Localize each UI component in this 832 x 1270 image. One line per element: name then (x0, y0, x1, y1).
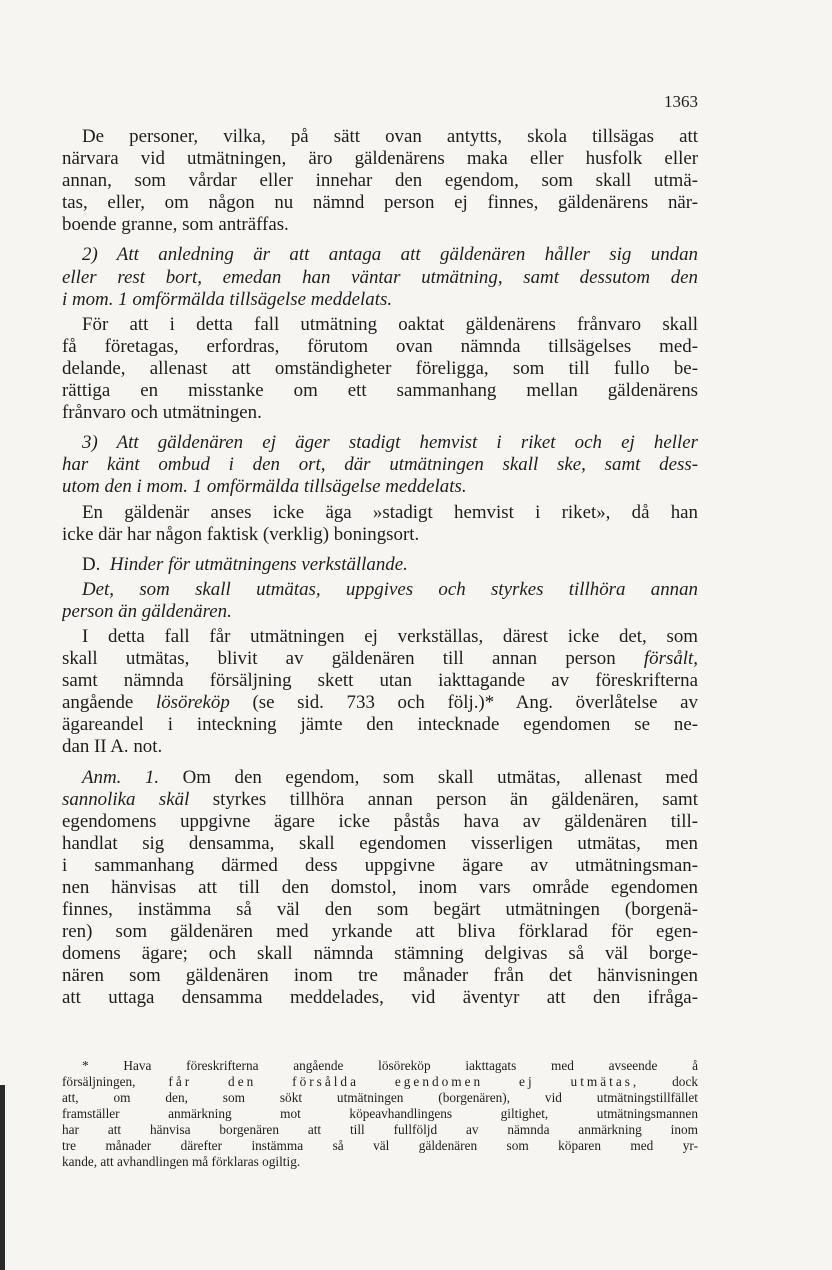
text-line: handlat sig densamma, skall egendomen visserligen utmätas, men (62, 832, 698, 854)
text-line: För att i detta fall utmätning oaktat gäldenärens frånvaro skall (82, 313, 698, 335)
point-2-heading (62, 244, 698, 310)
footnote-line: att, om den, som sökt utmätningen (borgenären), vid utmätningstillfället (62, 1090, 698, 1105)
text-line: nen hänvisas att till den domstol, inom vars område egendomen (62, 877, 698, 898)
text-line: 2) Att anledning är att antaga att gäldenären håller sig undan (82, 244, 698, 266)
point-2-body (62, 314, 698, 424)
footnote-line: framställer anmärkning mot köpeavhandlingens giltighet, utmätningsmannen (62, 1106, 698, 1121)
emphasis-spaced: får den försålda egendomen ej utmätas, (168, 1074, 640, 1089)
text-line: icke där har någon faktisk (verklig) boningsort. (62, 523, 420, 545)
text-line: tas, eller, om någon nu nämnd person ej finnes, gäldenärens när- (62, 192, 698, 214)
point-3-heading (62, 432, 698, 498)
page-number: 1363 (664, 92, 698, 111)
remark-label: Anm. 1. (82, 766, 160, 788)
text-line (62, 767, 698, 789)
emphasis-term: sannolika skäl (62, 788, 190, 810)
text-segment: styrkes tillhöra annan person än gäldenären, samt (212, 788, 698, 810)
text-line: frånvaro och utmätningen. (62, 402, 262, 424)
text-segment: försäljningen, (62, 1074, 136, 1089)
text-line: rättiga en misstanke om ett sammanhang mellan gäldenärens (62, 380, 698, 402)
text-line: utom den i mom. 1 omförmälda tillsägelse meddelats. (62, 476, 467, 498)
section-d-title: Hinder för utmätningens verkställande. (109, 553, 408, 575)
footnote-line: kande, att avhandlingen må förklaras ogiltig. (62, 1154, 301, 1169)
point-3-body (62, 502, 698, 546)
text-line: nären som gäldenären inom tre månader från det hänvisningen (62, 965, 698, 987)
text-line: finnes, instämma så väl den som begärt utmätningen (borgenä- (62, 899, 698, 921)
text-line: i mom. 1 omförmälda tillsägelse meddelats. (62, 288, 393, 310)
text-line: En gäldenär anses icke äga »stadigt hemvist i riket», då han (82, 501, 698, 523)
text-line (62, 648, 698, 670)
text-line: ägareandel i inteckning jämte den intecknade egendomen se ne- (62, 714, 698, 736)
text-segment: skall utmätas, blivit av gäldenären till annan person (62, 648, 616, 670)
text-line: boende granne, som anträffas. (62, 214, 289, 236)
text-line: domens ägare; och skall nämnda stämning delgivas så väl borge- (62, 943, 698, 965)
emphasis-term: lösöreköp (155, 692, 230, 714)
text-line: person än gäldenären. (62, 600, 232, 622)
text-line: annan, som vårdar eller innehar den egendom, som skall utmä- (62, 170, 698, 192)
footnote-line: * Hava föreskrifterna angående lösöreköp iakttagats med avseende å (82, 1058, 698, 1073)
emphasis-sold: försålt, (643, 648, 698, 670)
text-segment: dock (672, 1074, 698, 1089)
footnote (62, 1058, 698, 1170)
text-line: delande, allenast att omständigheter föreligga, som till fullo be- (62, 357, 698, 379)
text-line (62, 554, 698, 576)
main-text (62, 126, 698, 1010)
text-segment: Om den egendom, som skall utmätas, allenast med (182, 766, 698, 788)
scan-edge-mark (0, 1085, 5, 1270)
section-d-label: D. (82, 553, 101, 575)
paragraph-persons-present (62, 126, 698, 236)
footnote-line: har att hänvisa borgenären att till fullföljd av nämnda anmärkning inom (62, 1122, 698, 1137)
text-line: Det, som skall utmätas, uppgives och styrkes tillhöra annan (82, 578, 698, 600)
footnote-line (62, 1074, 698, 1090)
text-line: närvara vid utmätningen, äro gäldenärens maka eller husfolk eller (62, 148, 698, 170)
section-d-heading (62, 554, 698, 576)
text-line: få företagas, erfordras, förutom ovan nämnda tillsägelses med- (62, 335, 698, 357)
text-line (62, 692, 698, 714)
text-line: har känt ombud i den ort, där utmätningen skall ske, samt dess- (62, 454, 698, 476)
text-segment: (se sid. 733 och följ.)* Ang. överlåtelse av (252, 692, 698, 714)
section-d-subheading (62, 579, 698, 623)
text-line: att uttaga densamma meddelades, vid äventyr att den ifråga- (62, 987, 698, 1009)
text-line: i sammanhang därmed dess uppgivne ägare av utmätningsman- (62, 854, 698, 876)
remark-1 (62, 767, 698, 1010)
text-line: I detta fall får utmätningen ej verkställas, därest icke det, som (82, 625, 698, 647)
section-d-body (62, 626, 698, 759)
text-line: 3) Att gäldenären ej äger stadigt hemvist i riket och ej heller (82, 432, 698, 454)
text-line (62, 789, 698, 811)
text-line: De personer, vilka, på sätt ovan antytts, skola tillsägas att (82, 126, 698, 147)
footnote-line: tre månader därefter instämma så väl gäldenären som köparen med yr- (62, 1138, 698, 1153)
text-line: dan II A. not. (62, 736, 163, 758)
text-segment: angående (62, 692, 134, 714)
text-line: ren) som gäldenären med yrkande att bliva förklarad för egen- (62, 921, 698, 943)
text-line: eller rest bort, emedan han väntar utmätning, samt dessutom den (62, 266, 698, 288)
text-line: samt nämnda försäljning skett utan iakttagande av föreskrifterna (62, 670, 698, 692)
text-line: egendomens uppgivne ägare icke påstås hava av gäldenären till- (62, 810, 698, 832)
